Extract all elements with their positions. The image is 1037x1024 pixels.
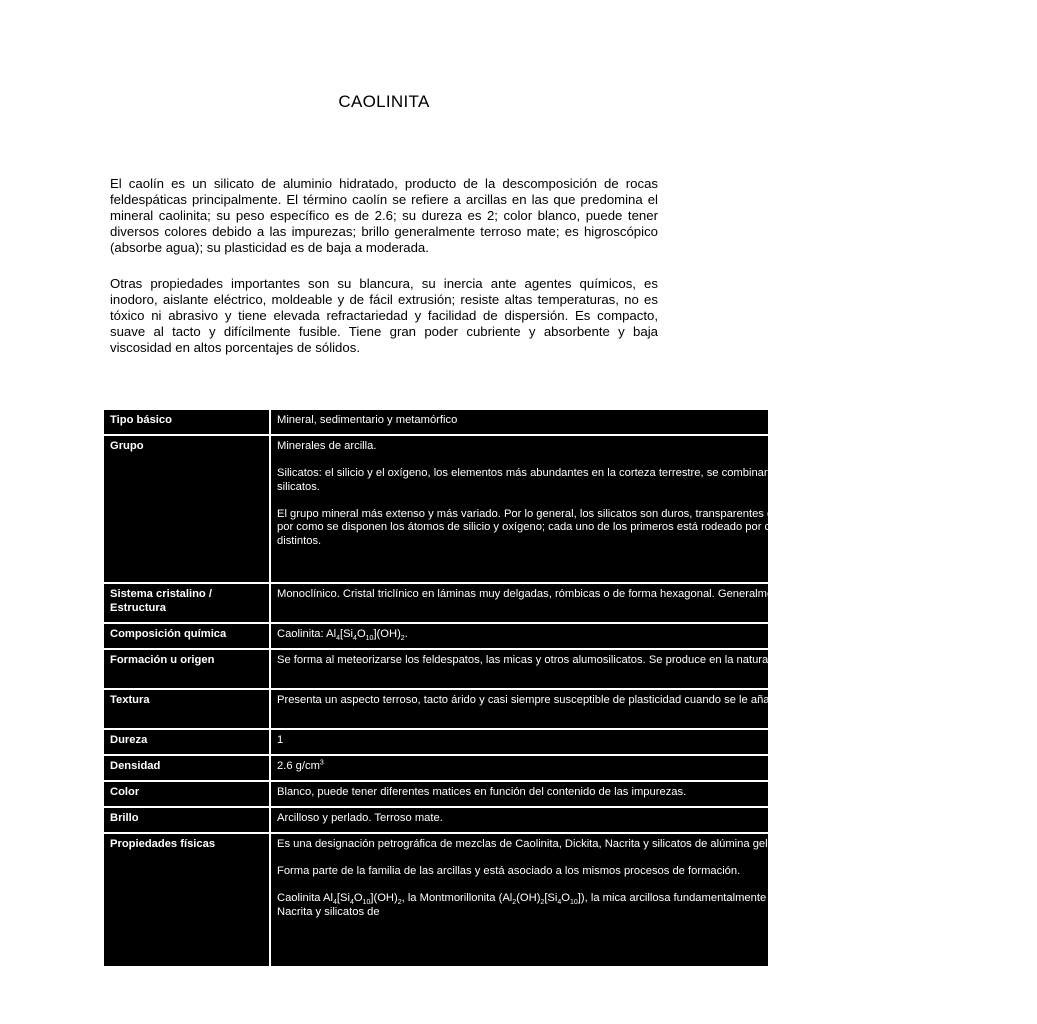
- table-row: [104, 436, 768, 584]
- table-row: [104, 834, 768, 968]
- table-row: [104, 584, 768, 624]
- row-value: [271, 690, 810, 730]
- row-label: Brillo: [104, 808, 271, 834]
- sistema-value: Monoclínico. Cristal triclínico en láminas muy delgadas, rómbicas o de forma hexagonal. Generalmente en masas arcillosas.: [277, 588, 894, 600]
- table-row: [104, 410, 768, 436]
- table-row: [104, 730, 768, 756]
- row-value: [271, 834, 1002, 968]
- table-row: [104, 650, 768, 690]
- grupo-paragraph: Minerales de arcilla.: [277, 440, 377, 452]
- textura-value: Presenta un aspecto terroso, tacto árido y casi siempre susceptible de plasticidad cuando se le añade agua: [277, 694, 810, 706]
- row-label: Dureza: [104, 730, 271, 756]
- table-row: [104, 782, 768, 808]
- row-label: Textura: [104, 690, 271, 730]
- row-value: [271, 436, 1028, 584]
- dureza-value: 1: [277, 734, 284, 746]
- tipo-value: Mineral, sedimentario y metamórfico: [277, 414, 458, 426]
- table-row: [104, 624, 768, 650]
- row-value: [271, 584, 894, 624]
- grupo-paragraph: El grupo mineral más extenso y más variado. Por lo general, los silicatos son duros, transparentes o translúcidos y densidad media. Se suelen agrupar por como se disponen los átomos de silicio y oxígeno; cada uno de los primeros está rodeado por cuatro de los segundos. Existen más de 900 silicatos distintos.: [277, 507, 1028, 547]
- table-row: [104, 808, 768, 834]
- row-value: [271, 808, 768, 834]
- table-row: [104, 690, 768, 730]
- propiedades-paragraph: Es una designación petrográfica de mezclas de Caolinita, Dickita, Nacrita y silicatos de alúmina gelatinosos puros e hidratados.: [277, 838, 909, 850]
- table-row: [104, 756, 768, 782]
- row-label: Sistema cristalino / Estructura: [104, 584, 271, 624]
- row-value: [271, 410, 768, 436]
- row-label: Propiedades físicas: [104, 834, 271, 968]
- propiedades-paragraph: Forma parte de la familia de las arcillas y está asociado a los mismos procesos de formación.: [277, 865, 741, 877]
- color-value: Blanco, puede tener diferentes matices en función del contenido de las impurezas.: [277, 786, 687, 798]
- row-value: [271, 650, 811, 690]
- brillo-value: Arcilloso y perlado. Terroso mate.: [277, 812, 443, 824]
- densidad-value: 2.6 $g/cm^3$: [277, 759, 324, 772]
- row-value: [271, 756, 768, 782]
- formacion-value: Se forma al meteorizarse los feldespatos, las micas y otros alumosilicatos. Se produce en la naturaleza, $O_3$.: [277, 654, 811, 669]
- properties-table: [104, 410, 1028, 968]
- row-value: [271, 782, 768, 808]
- row-value: [271, 730, 768, 756]
- composicion-formula: Caolinita: $Al_4[Si_4O_{10}](OH)_2$.: [277, 628, 408, 643]
- row-label: Tipo básico: [104, 410, 271, 436]
- grupo-paragraph: Silicatos: el silicio y el oxígeno, los elementos más abundantes en la corteza terrestre, se combinan con diversos elementos metálicos para producir silicatos.: [277, 467, 1011, 493]
- row-label: Grupo: [104, 436, 271, 584]
- row-value: [271, 624, 768, 650]
- document-title: CAOLINITA: [338, 92, 430, 111]
- row-label: Formación u origen: [104, 650, 271, 690]
- row-label: Color: [104, 782, 271, 808]
- row-label: Composición química: [104, 624, 271, 650]
- propiedades-paragraph: Caolinita $Al_4[Si_4O_{10}](OH)_2$, la Montmorillonita $(Al_2(OH)_2[Si_4O_{10}])$, la mica arcillosa fundamentalmente Illita (K $(OH)_2Al_2(Si_3Al$ $O_{10}$), y la Clorita, Dickita, Nacrita y silicatos de: [277, 892, 1002, 918]
- properties-paragraph: Otras propiedades importantes son su blancura, su inercia ante agentes químicos, es inodoro, aislante eléctrico, moldeable y de fácil extrusión; resiste altas temperaturas, no es tóxico ni abrasivo y tiene elevada refractariedad y facilidad de dispersión. Es compacto, suave al tacto y difícilmente fusible. Tiene gran poder cubriente y absorbente y baja viscosidad en altos porcentajes de sólidos.: [110, 276, 658, 355]
- row-label: Densidad: [104, 756, 271, 782]
- intro-paragraph: El caolín es un silicato de aluminio hidratado, producto de la descomposición de rocas feldespáticas principalmente. El término caolín se refiere a arcillas en las que predomina el mineral caolinita; su peso específico es de 2.6; su dureza es 2; color blanco, puede tener diversos colores debido a las impurezas; brillo generalmente terroso mate; es higroscópico (absorbe agua); su plasticidad es de baja a moderada.: [110, 176, 658, 255]
